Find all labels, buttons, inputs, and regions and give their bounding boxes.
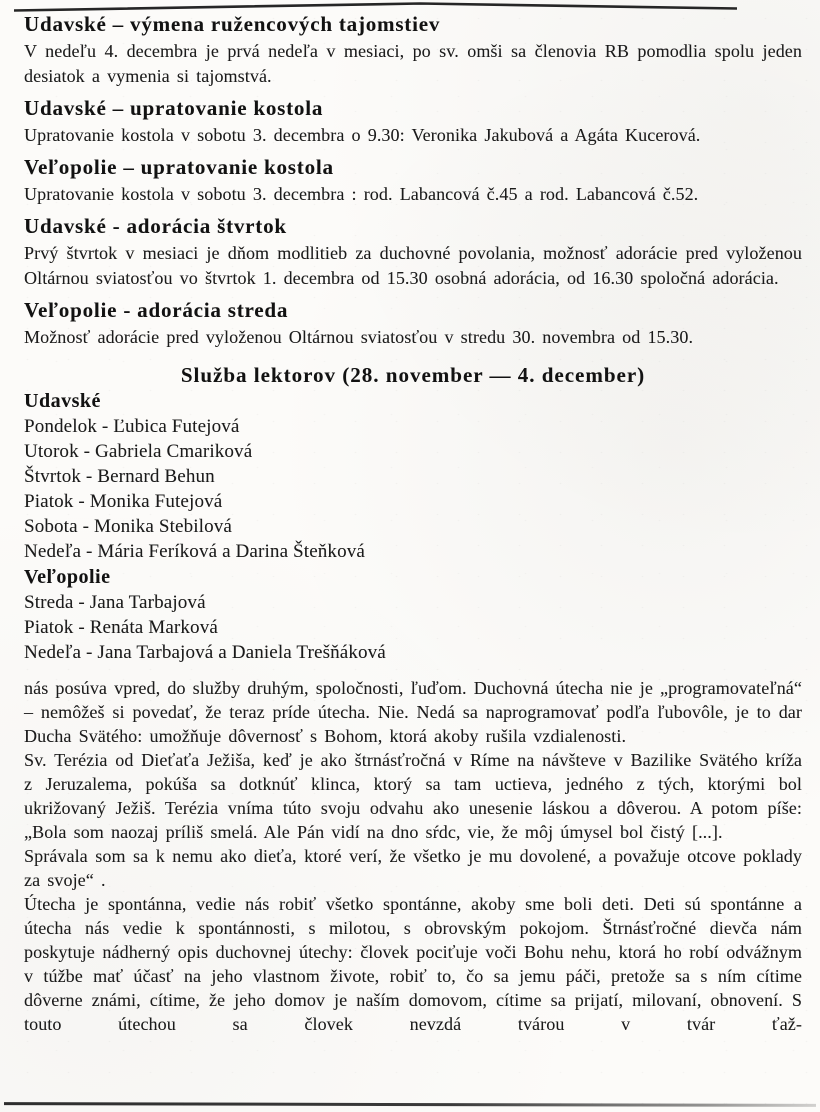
announcement-heading: Udavské - adorácia štvrtok <box>24 214 287 238</box>
lector-schedule-section <box>24 363 802 665</box>
announcement-body: V nedeľu 4. decembra je prvá nedeľa v mesiaci, po sv. omši sa členovia RB pomodlia spolu jeden desiatok a vymenia si tajomstvá. <box>24 41 802 86</box>
announcement <box>24 96 802 148</box>
lector-entry: Štvrtok - Bernard Behun <box>24 466 215 487</box>
lector-entry: Pondelok - Ľubica Futejová <box>24 416 240 437</box>
announcement-body: Upratovanie kostola v sobotu 3. decembra : rod. Labancová č.45 a rod. Labancová č.52. <box>24 184 699 204</box>
announcement-heading: Veľopolie – upratovanie kostola <box>24 155 334 179</box>
announcement-heading: Veľopolie - adorácia streda <box>24 298 289 322</box>
bottom-scan-rule <box>4 1102 816 1106</box>
article-text-section <box>24 676 802 1036</box>
lector-group-location: Veľopolie <box>24 566 111 588</box>
lector-entry: Nedeľa - Mária Feríková a Darina Šteňková <box>24 541 365 562</box>
lector-entry: Sobota - Monika Stebilová <box>24 516 232 537</box>
announcement-body: Upratovanie kostola v sobotu 3. decembra o 9.30: Veronika Jakubová a Agáta Kucerová. <box>24 125 701 145</box>
lector-entry: Piatok - Monika Futejová <box>24 491 223 512</box>
announcement <box>24 12 802 89</box>
lector-entry: Nedeľa - Jana Tarbajová a Daniela Trešňáková <box>24 642 386 663</box>
article-paragraph: Útecha je spontánna, vedie nás robiť všetko spontánne, akoby sme boli deti. Deti sú spontánne a útecha nás vedie k spontánnosti, s milotou, s obrovským pokojom. Štrnásťročné dievča nám poskytuje nádherný opis duchovnej útechy: človek pociťuje voči Bohu nehu, ktorá ho robí odvážnym v túžbe mať účasť na jeho vlastnom živote, robiť to, čo sa jemu páči, pretože sa s ním cítime dôverne známi, cítime, že jeho domov je naším domovom, cítime sa prijatí, milovaní, obnovení. S touto útechou sa človek nevzdá tvárou v tvár ťaž- <box>24 894 802 1034</box>
lector-group-velopolie <box>24 566 802 665</box>
lector-entry: Utorok - Gabriela Cmariková <box>24 441 253 462</box>
lector-group-location: Udavské <box>24 390 101 412</box>
lector-schedule-title: Služba lektorov (28. november — 4. december) <box>180 363 646 387</box>
announcement-heading: Udavské – upratovanie kostola <box>24 96 324 120</box>
article-paragraph: nás posúva vpred, do služby druhým, spoločnosti, ľuďom. Duchovná útecha nie je „programovateľná“ – nemôžeš si povedať, že teraz príde útecha. Nie. Nedá sa naprogramovať podľa ľubovôle, je to dar Ducha Svätého: umožňuje dôvernosť s Bohom, ktorá akoby rušila vzdialenosti. <box>24 678 802 746</box>
article-paragraph: Správala som sa k nemu ako dieťa, ktoré verí, že všetko je mu dovolené, a považuje otcove poklady za svoje“ . <box>24 846 802 890</box>
lector-group-udavske <box>24 390 802 564</box>
announcement-body: Možnosť adorácie pred vyloženou Oltárnou sviatosťou v stredu 30. novembra od 15.30. <box>24 327 694 347</box>
announcements-section <box>24 12 802 350</box>
announcement-body: Prvý štvrtok v mesiaci je dňom modlitieb za duchovné povolania, možnosť adorácie pred vyloženou Oltárnou sviatosťou vo štvrtok 1. decembra od 15.30 osobná adorácia, od 16.30 spoločná adorácia. <box>24 243 802 288</box>
announcement <box>24 155 802 207</box>
lector-entry: Streda - Jana Tarbajová <box>24 592 206 613</box>
announcement <box>24 214 802 291</box>
announcement-heading: Udavské – výmena ružencových tajomstiev <box>24 12 441 36</box>
announcement <box>24 298 802 350</box>
lector-entry: Piatok - Renáta Marková <box>24 617 218 638</box>
article-paragraph: Sv. Terézia od Dieťaťa Ježiša, keď je ako štrnásťročná v Ríme na návšteve v Bazilike Svätého kríža z Jeruzalema, pokúša sa dotknúť klinca, ktorý sa tam uctieva, jedného z tých, ktorými bol ukrižovaný Ježiš. Terézia vníma túto svoju odvahu ako unesenie láskou a dôverou. A potom píše: „Bola som naozaj príliš smelá. Ale Pán vidí na dno sŕdc, vie, že môj úmysel bol čistý [...]. <box>24 750 802 842</box>
